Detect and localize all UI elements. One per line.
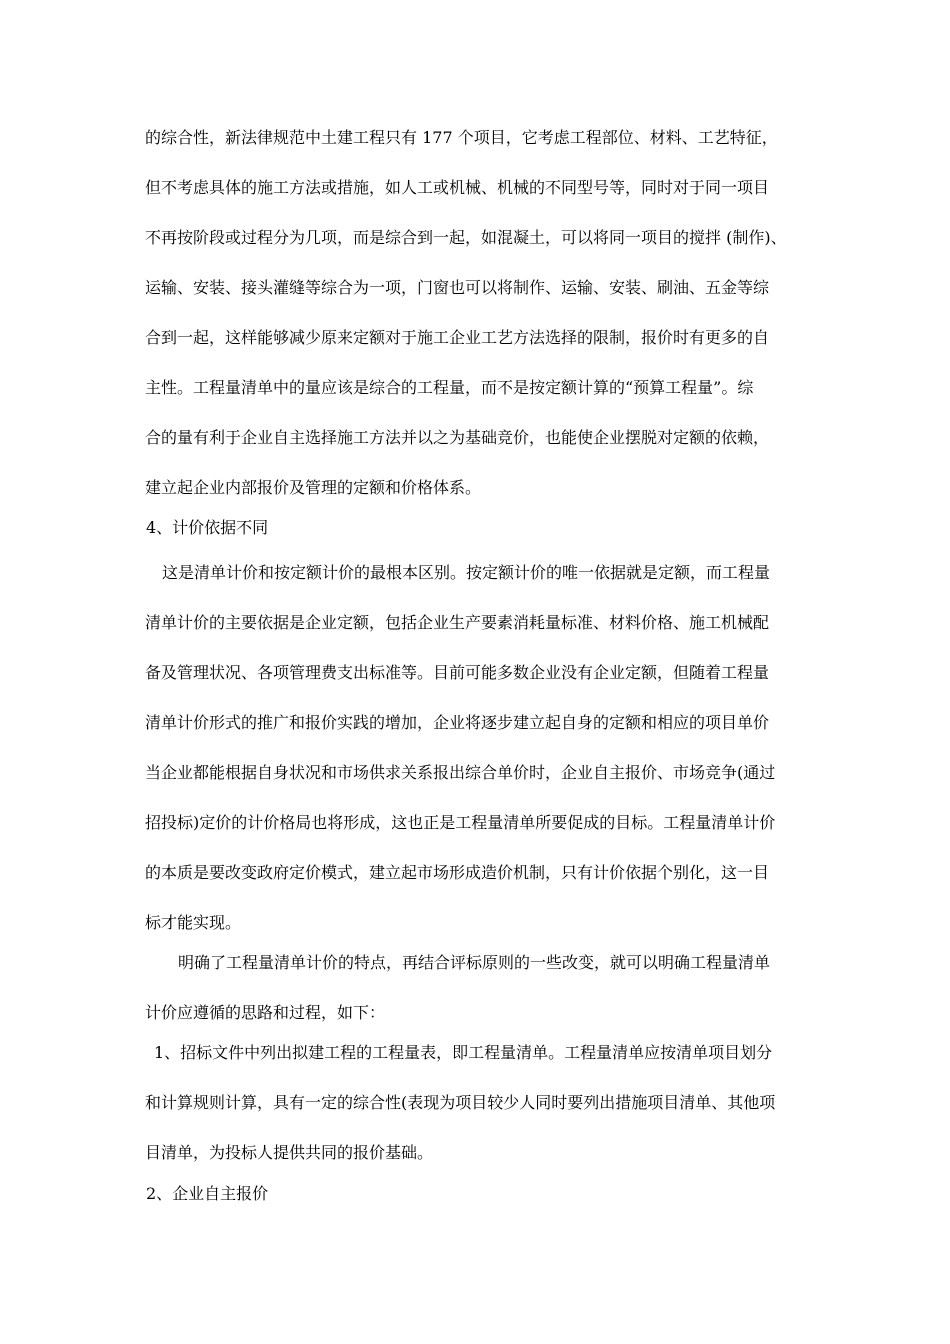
body-text-line: 合到一起，这样能够减少原来定额对于施工企业工艺方法选择的限制，报价时有更多的自 [145, 328, 770, 347]
body-text-line: 合的量有利于企业自主选择施工方法并以之为基础竞价，也能使企业摆脱对定额的依赖， [145, 428, 770, 447]
body-text-line: 当企业都能根据自身状况和市场供求关系报出综合单价时，企业自主报价、市场竞争(通过 [145, 763, 776, 782]
body-text-line: 运输、安装、接头灌缝等综合为一项，门窗也可以将制作、运输、安装、刷油、五金等综 [145, 278, 770, 297]
body-text-line: 备及管理状况、各项管理费支出标准等。目前可能多数企业没有企业定额，但随着工程量 [145, 663, 770, 682]
paragraph-first-line: 这是清单计价和按定额计价的最根本区别。按定额计价的唯一依据就是定额，而工程量 [162, 563, 771, 582]
body-text-line: 招投标)定价的计价格局也将形成，这也正是工程量清单所要促成的目标。工程量清单计价 [145, 813, 776, 832]
body-text-line: 清单计价的主要依据是企业定额，包括企业生产要素消耗量标准、材料价格、施工机械配 [145, 613, 770, 632]
body-text-line: 的综合性，新法律规范中土建工程只有 177 个项目，它考虑工程部位、材料、工艺特征， [145, 128, 778, 147]
body-text-line: 和计算规则计算，具有一定的综合性(表现为项目较少人同时要列出措施项目清单、其他项 [145, 1093, 776, 1112]
body-text-line: 计价应遵循的思路和过程，如下： [145, 1003, 386, 1022]
list-item-line: 1、招标文件中列出拟建工程的工程量表，即工程量清单。工程量清单应按清单项目划分 [154, 1043, 773, 1062]
body-text-line: 但不考虑具体的施工方法或措施，如人工或机械、机械的不同型号等，同时对于同一项目 [145, 178, 770, 197]
section-heading: 4、计价依据不同 [146, 518, 269, 537]
paragraph-first-line: 明确了工程量清单计价的特点，再结合评标原则的一些改变，就可以明确工程量清单 [178, 953, 771, 972]
body-text-line: 不再按阶段或过程分为几项，而是综合到一起，如混凝土，可以将同一项目的搅拌 (制作)、 [145, 228, 787, 247]
body-text-line: 标才能实现。 [145, 913, 242, 932]
body-text-line: 清单计价形式的推广和报价实践的增加，企业将逐步建立起自身的定额和相应的项目单价 [145, 713, 770, 732]
section-heading: 2、企业自主报价 [146, 1184, 269, 1203]
body-text-line: 建立起企业内部报价及管理的定额和价格体系。 [145, 478, 482, 497]
body-text-line: 的本质是要改变政府定价模式，建立起市场形成造价机制，只有计价依据个别化，这一目 [145, 863, 770, 882]
body-text-line: 目清单，为投标人提供共同的报价基础。 [145, 1143, 434, 1162]
body-text-line: 主性。工程量清单中的量应该是综合的工程量，而不是按定额计算的“预算工程量”。综 [145, 378, 754, 397]
